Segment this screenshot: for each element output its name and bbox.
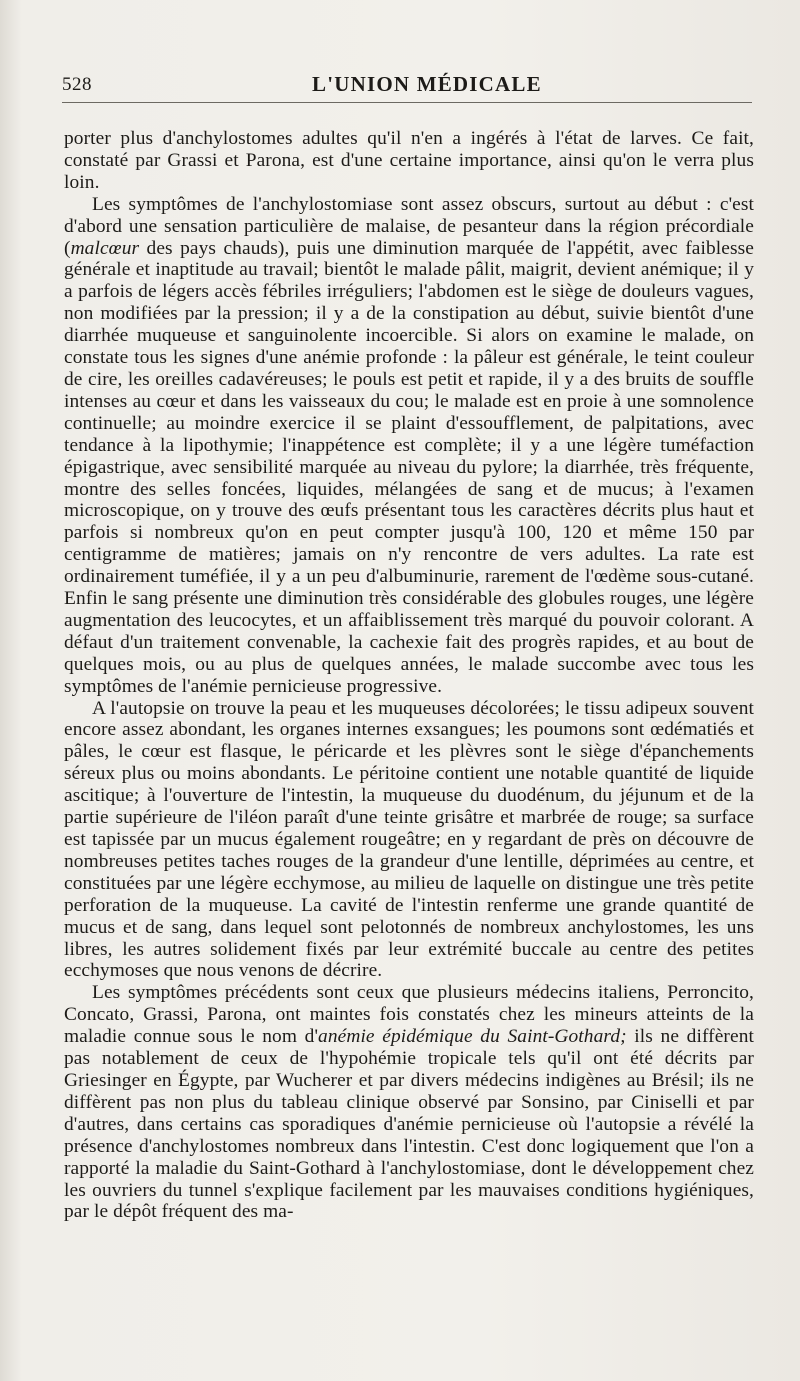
paragraph-text: des pays chauds), puis une diminution marquée de l'appétit, avec faiblesse générale et inaptitude au travail; bientôt le malade pâlit, maigrit, devient anémique; il y a parfois de légers accès fébriles irréguliers; l'abdomen est le siège de douleurs vagues, non modifiées par la pression; il y a de la constipation au début, suivie bientôt d'une diarrhée muqueuse et sanguinolente incoercible. Si alors on examine le malade, on constate tous les signes d'une anémie profonde : la pâleur est générale, le teint couleur de cire, les oreilles cadavéreuses; le pouls est petit et rapide, il y a des bruits de souffle intenses au cœur et dans les vaisseaux du cou; le malade est en proie à une somnolence continuelle; au moindre exercice il se plaint d'essoufflement, de palpitations, avec tendance à la lipothymie; l'inappétence est complète; il y a une légère tuméfaction épigastrique, avec sensibilité marquée au niveau du pylore; la diarrhée, très fréquente, montre des selles foncées, liquides, mélangées de sang et de mucus; à l'examen microscopique, on y trouve des œufs présentant tous les caractères décrits plus haut et parfois si nombreux qu'on en peut compter jusqu'à 100, 120 et même 150 par centigramme de matières; jamais on n'y rencontre de vers adultes. La rate est ordinairement tuméfiée, il y a un peu d'albuminurie, rarement de l'œdème sous-cutané. Enfin le sang présente une diminution très considérable des globules rouges, une légère augmentation des leucocytes, et un affaiblissement très marqué du pouvoir colorant. A défaut d'un traitement convenable, la cachexie fait des progrès rapides, et au bout de quelques mois, ou au plus de quelques années, le malade succombe avec tous les symptômes de l'anémie pernicieuse progressive. xyxy=(64,237,754,697)
paragraph-text: ils ne diffèrent pas notablement de ceux de l'hypohémie tropicale tels qu'il ont été décrits par Griesinger en Égypte, par Wucherer et par divers médecins indigènes au Brésil; ils ne diffèrent pas non plus du tableau clinique observé par Sonsino, par Ciniselli et par d'autres, dans certains cas sporadiques d'anémie pernicieuse où l'autopsie a révélé la présence d'anchylostomes nombreux dans l'intestin. C'est donc logiquement que l'on a rapporté la maladie du Saint-Gothard à l'anchylostomiase, dont le développement chez les ouvriers du tunnel s'explique facilement par les mauvaises conditions hygiéniques, par le dépôt fréquent des ma- xyxy=(64,1026,754,1223)
page-number: 528 xyxy=(62,74,92,95)
paragraph-observations xyxy=(64,982,754,1223)
page-header xyxy=(62,72,752,103)
paragraph-autopsy xyxy=(64,698,754,983)
italic-term: anémie épidémique du Saint-Gothard; xyxy=(318,1026,627,1048)
paragraph-text: Les symptômes précédents sont ceux que plusieurs médecins italiens, Perroncito, Concato, Grassi, Parona, ont maintes fois constatés chez les mineurs atteints de la maladie connue sous le nom d' xyxy=(64,982,754,1048)
running-title: L'UNION MÉDICALE xyxy=(312,72,542,96)
paragraph-continuation xyxy=(64,128,754,194)
paragraph-text: Les symptômes de l'anchylostomiase sont assez obscurs, surtout au début : c'est d'abord une sensation particulière de malaise, de pesanteur dans la région précordiale ( xyxy=(64,193,754,259)
body-text xyxy=(64,128,754,1223)
italic-term: malcœur xyxy=(70,237,140,259)
paragraph-text: porter plus d'anchylostomes adultes qu'il n'en a ingérés à l'état de larves. Ce fait, constaté par Grassi et Parona, est d'une certaine importance, ainsi qu'on le verra plus loin. xyxy=(64,128,754,193)
paragraph-text: A l'autopsie on trouve la peau et les muqueuses décolorées; le tissu adipeux souvent encore assez abondant, les organes internes exsangues; les poumons sont œdématiés et pâles, le cœur est flasque, le péricarde et les plèvres sont le siège d'épanchements séreux plus ou moins abondants. Le péritoine contient une notable quantité de liquide ascitique; à l'ouverture de l'intestin, la muqueuse du duodénum, du jéjunum et de la partie supérieure de l'iléon paraît d'une teinte grisâtre et marbrée de rouge; sa surface est tapissée par un mucus également rougeâtre; en y regardant de près on découvre de nombreuses petites taches rouges de la grandeur d'une lentille, déprimées au centre, et constituées par une légère ecchymose, au milieu de laquelle on distingue une très petite perforation de la muqueuse. La cavité de l'intestin renferme une grande quantité de mucus et de sang, dans lequel sont pelotonnés de nombreux anchylostomes, les uns libres, les autres solidement fixés par leur extrémité buccale au centre des petites ecchymoses que nous venons de décrire. xyxy=(64,697,754,982)
paragraph-symptoms xyxy=(64,194,754,698)
